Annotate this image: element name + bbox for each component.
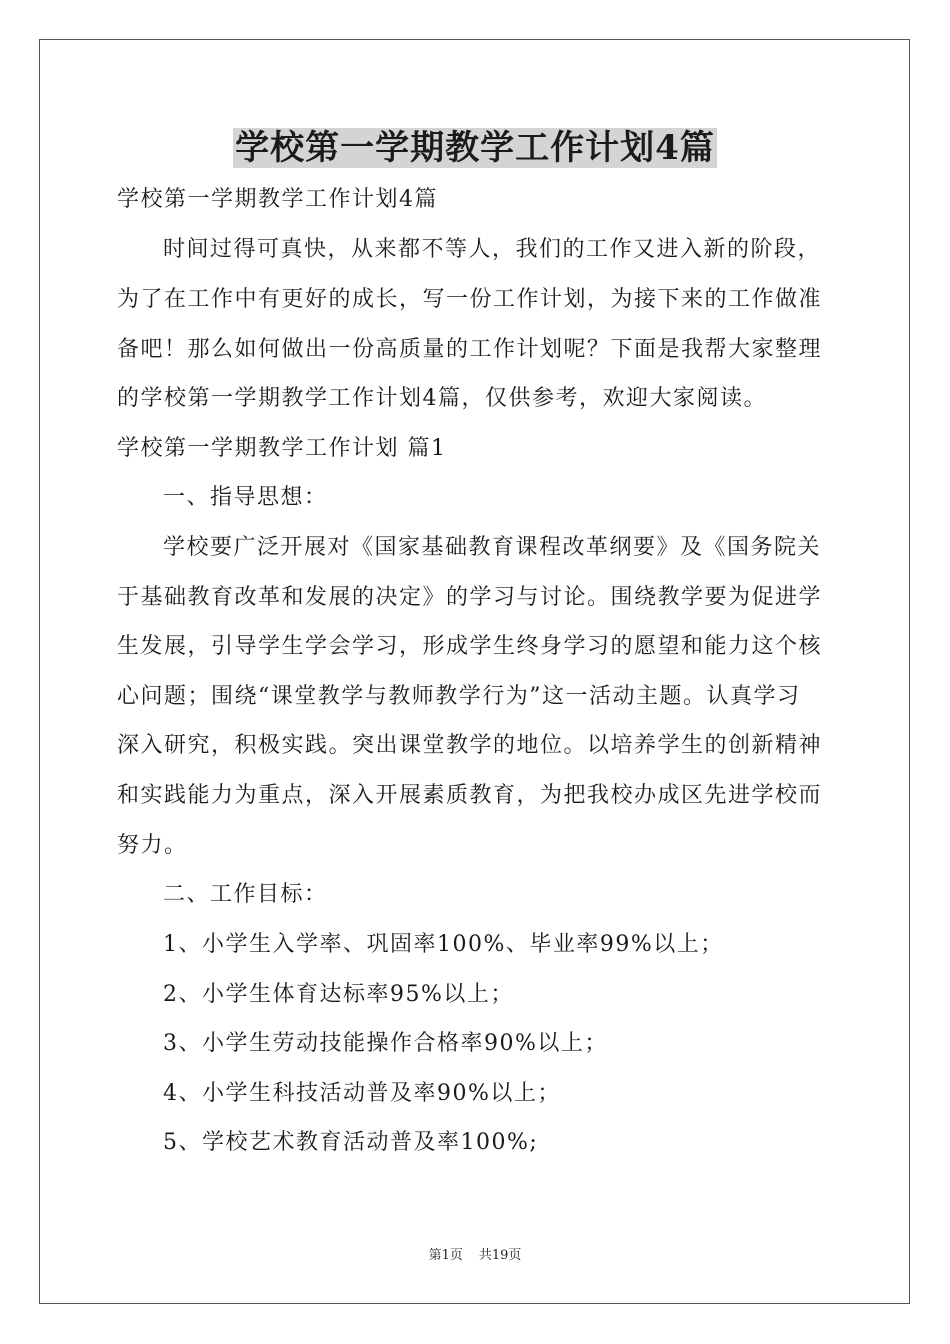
document-title <box>0 122 950 174</box>
document-subtitle: 学校第一学期教学工作计划4篇 <box>117 187 438 212</box>
goal-item: 3、小学生劳动技能操作合格率90%以上； <box>163 1031 608 1056</box>
intro-line: 的学校第一学期教学工作计划4篇，仅供参考，欢迎大家阅读。 <box>117 386 767 411</box>
guiding-line: 努力。 <box>117 833 188 858</box>
goal-item: 2、小学生体育达标率95%以上； <box>163 982 514 1007</box>
goal-item: 5、学校艺术教育活动普及率100%; <box>163 1130 539 1155</box>
document-title-text: 学校第一学期教学工作计划4篇 <box>235 128 715 168</box>
goal-item: 1、小学生入学率、巩固率100%、毕业率99%以上； <box>163 932 724 957</box>
page-footer <box>0 1247 950 1265</box>
heading-work-goals: 二、工作目标： <box>163 882 328 907</box>
goal-item: 4、小学生科技活动普及率90%以上； <box>163 1081 561 1106</box>
intro-line: 备吧！那么如何做出一份高质量的工作计划呢？下面是我帮大家整理 <box>117 337 823 362</box>
heading-guiding-thought: 一、指导思想： <box>163 485 328 510</box>
intro-line: 为了在工作中有更好的成长，写一份工作计划，为接下来的工作做准 <box>117 287 823 312</box>
section-heading: 学校第一学期教学工作计划 篇1 <box>117 436 447 461</box>
guiding-line: 生发展，引导学生学会学习，形成学生终身学习的愿望和能力这个核 <box>117 634 823 659</box>
guiding-line: 学校要广泛开展对《国家基础教育课程改革纲要》及《国务院关 <box>163 535 822 560</box>
guiding-line: 深入研究，积极实践。突出课堂教学的地位。以培养学生的创新精神 <box>117 733 823 758</box>
page-total: 共19页 <box>478 1248 522 1263</box>
guiding-line: 和实践能力为重点，深入开展素质教育，为把我校办成区先进学校而 <box>117 783 823 808</box>
page-number: 第1页 <box>428 1248 463 1263</box>
page-border <box>39 39 910 1304</box>
guiding-line: 心问题；围绕“课堂教学与教师教学行为”这一活动主题。认真学习 <box>117 684 801 709</box>
guiding-line: 于基础教育改革和发展的决定》的学习与讨论。围绕教学要为促进学 <box>117 585 823 610</box>
intro-line: 时间过得可真快，从来都不等人，我们的工作又进入新的阶段， <box>163 237 822 262</box>
